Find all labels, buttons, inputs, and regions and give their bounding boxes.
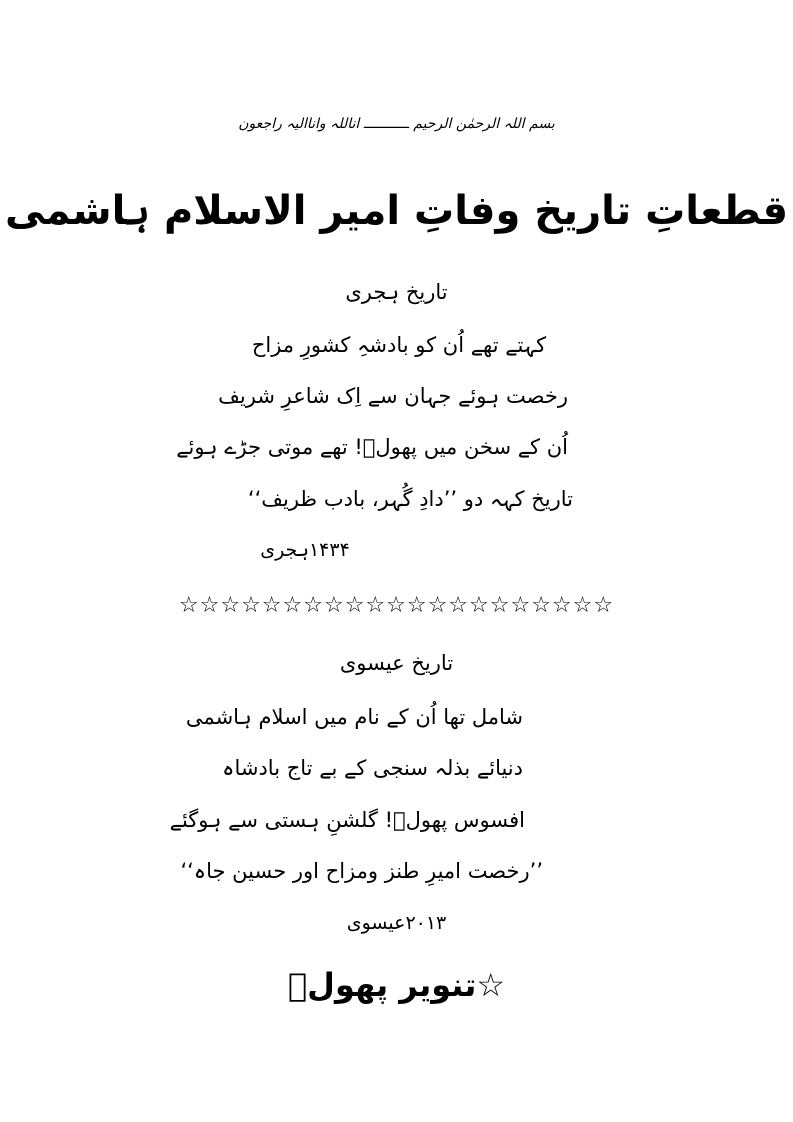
gregorian-heading: تاریخ عیسوی	[339, 651, 454, 675]
hijri-year: ۱۴۳۴ہجری	[260, 539, 350, 561]
gregorian-year: ۲۰۱۳عیسوی	[346, 912, 447, 934]
hijri-verse-4: تاریخ کہہ دو ’’دادِ گُہر، بادب ظریف‘‘	[247, 487, 573, 511]
gregorian-verse-4: ’’رخصت امیرِ طنز ومزاح اور حسین جاہ‘‘	[180, 859, 543, 883]
gregorian-verse-1: شامل تھا اُن کے نام میں اسلام ہاشمی	[185, 705, 523, 729]
hijri-heading: تاریخ ہجری	[345, 280, 448, 304]
invocation-line: بسم اللہ الرحمٰن الرحیم ـــــــــــ اناللہ واناالیہ راجعون	[238, 116, 555, 132]
page-title: قطعاتِ تاریخ وفاتِ امیر الاسلام ہاشمی	[4, 188, 789, 234]
hijri-verse-3: اُن کے سخن میں پھولؔ! تھے موتی جڑے ہوئے	[176, 435, 568, 459]
hijri-verse-1: کہتے تھے اُن کو بادشہِ کشورِ مزاح	[251, 333, 547, 357]
star-divider: ☆☆☆☆☆☆☆☆☆☆☆☆☆☆☆☆☆☆☆☆☆	[178, 593, 615, 618]
poet-signature: ☆تنویر پھولؔ	[287, 966, 506, 1004]
hijri-verse-2: رخصت ہوئے جہان سے اِک شاعرِ شریف	[218, 384, 568, 408]
gregorian-verse-3: افسوس پھولؔ! گلشنِ ہستی سے ہوگئے	[169, 808, 525, 832]
gregorian-verse-2: دنیائے بذلہ سنجی کے بے تاج بادشاہ	[222, 756, 523, 780]
